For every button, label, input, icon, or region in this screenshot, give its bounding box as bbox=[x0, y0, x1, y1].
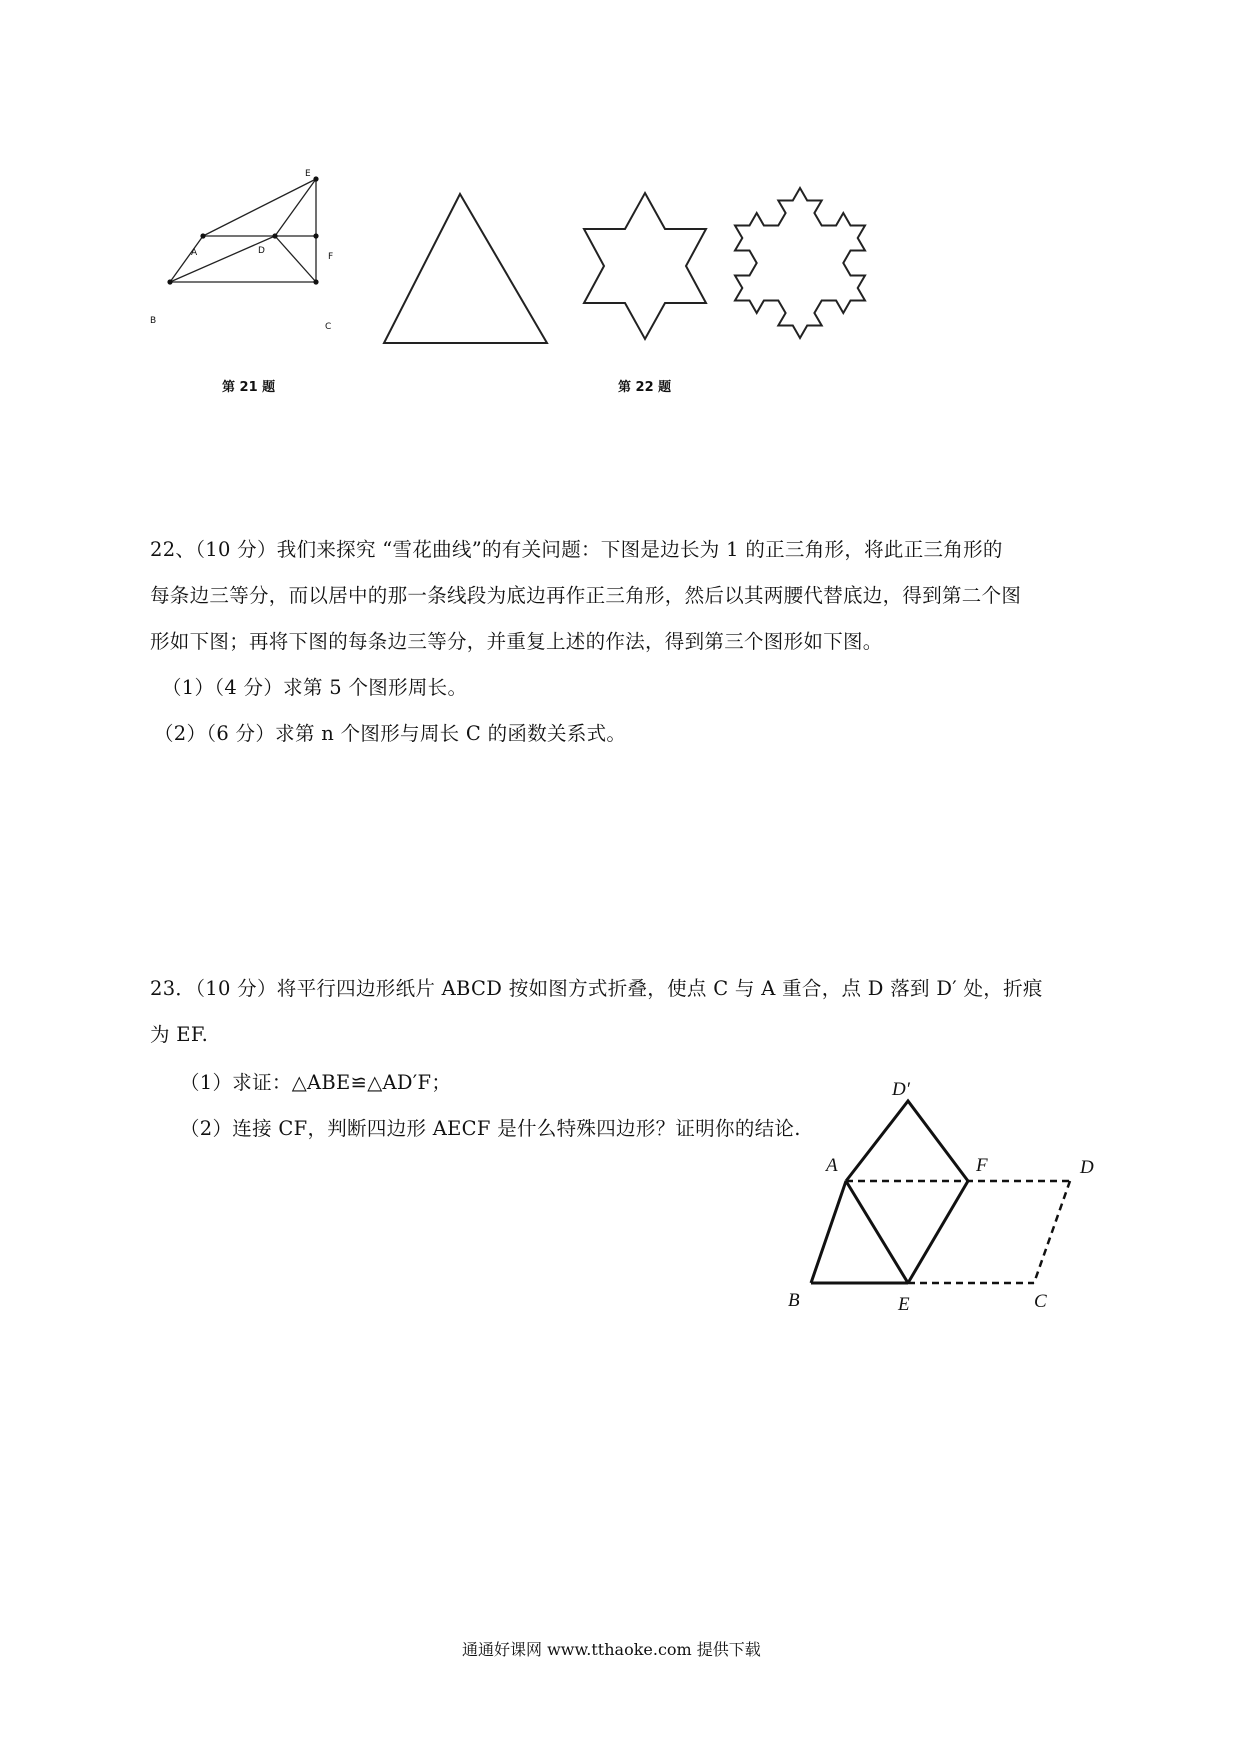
q22-line-3: 形如下图；再将下图的每条边三等分，并重复上述的作法，得到第三个图形如下图。 bbox=[150, 630, 883, 653]
fig21-label-b: B bbox=[150, 316, 157, 326]
figure-21-diagram bbox=[130, 170, 340, 335]
fig21-label-f: F bbox=[328, 252, 334, 262]
triangle-shape bbox=[384, 194, 547, 343]
q23-line-1: 23．（10 分）将平行四边形纸片 ABCD 按如图方式折叠，使点 C 与 A 重合，点 D 落到 D′ 处，折痕 bbox=[150, 977, 1043, 1000]
fig21-label-d: D bbox=[258, 246, 265, 256]
fig23-label-a: A bbox=[826, 1155, 838, 1176]
fig23-label-e: E bbox=[898, 1294, 910, 1315]
question-22 bbox=[150, 527, 1100, 757]
q23-sub-1: （1）求证：△ABE≌△AD′F； bbox=[180, 1071, 452, 1094]
fig23-label-c: C bbox=[1034, 1291, 1047, 1312]
q22-sub-2: （2）（6 分）求第 n 个图形与周长 C 的函数关系式。 bbox=[154, 722, 627, 745]
fig21-caption: 第 21 题 bbox=[222, 380, 276, 395]
fig23-label-d: D bbox=[1080, 1157, 1094, 1178]
q23-line-2: 为 EF. bbox=[150, 1023, 209, 1046]
q22-line-2: 每条边三等分，而以居中的那一条线段为底边再作正三角形，然后以其两腰代替底边，得到第二个图 bbox=[150, 584, 1022, 607]
q22-line-1: 22、（10 分）我们来探究 “雪花曲线”的有关问题：下图是边长为 1 的正三角形，将此正三角形的 bbox=[150, 538, 1003, 561]
q23-sub-2: （2）连接 CF，判断四边形 AECF 是什么特殊四边形？证明你的结论. bbox=[180, 1117, 801, 1140]
figure-23-diagram bbox=[780, 1090, 1100, 1300]
fig23-label-f: F bbox=[976, 1155, 988, 1176]
fig22-caption: 第 22 题 bbox=[618, 380, 672, 395]
page-footer: 通通好课网 www.tthaoke.com 提供下载 bbox=[462, 1640, 761, 1659]
q22-sub-1: （1）（4 分）求第 5 个图形周长。 bbox=[162, 676, 468, 699]
fig23-label-b: B bbox=[788, 1290, 800, 1311]
hexagram-shape bbox=[584, 193, 706, 339]
fig23-label-d-prime: D′ bbox=[892, 1079, 910, 1100]
figure-22-diagram bbox=[370, 180, 890, 360]
fig21-label-e: E bbox=[305, 169, 311, 179]
fig21-label-a: A bbox=[191, 248, 198, 258]
fig21-label-c: C bbox=[325, 322, 332, 332]
snowflake-shape bbox=[735, 188, 865, 338]
